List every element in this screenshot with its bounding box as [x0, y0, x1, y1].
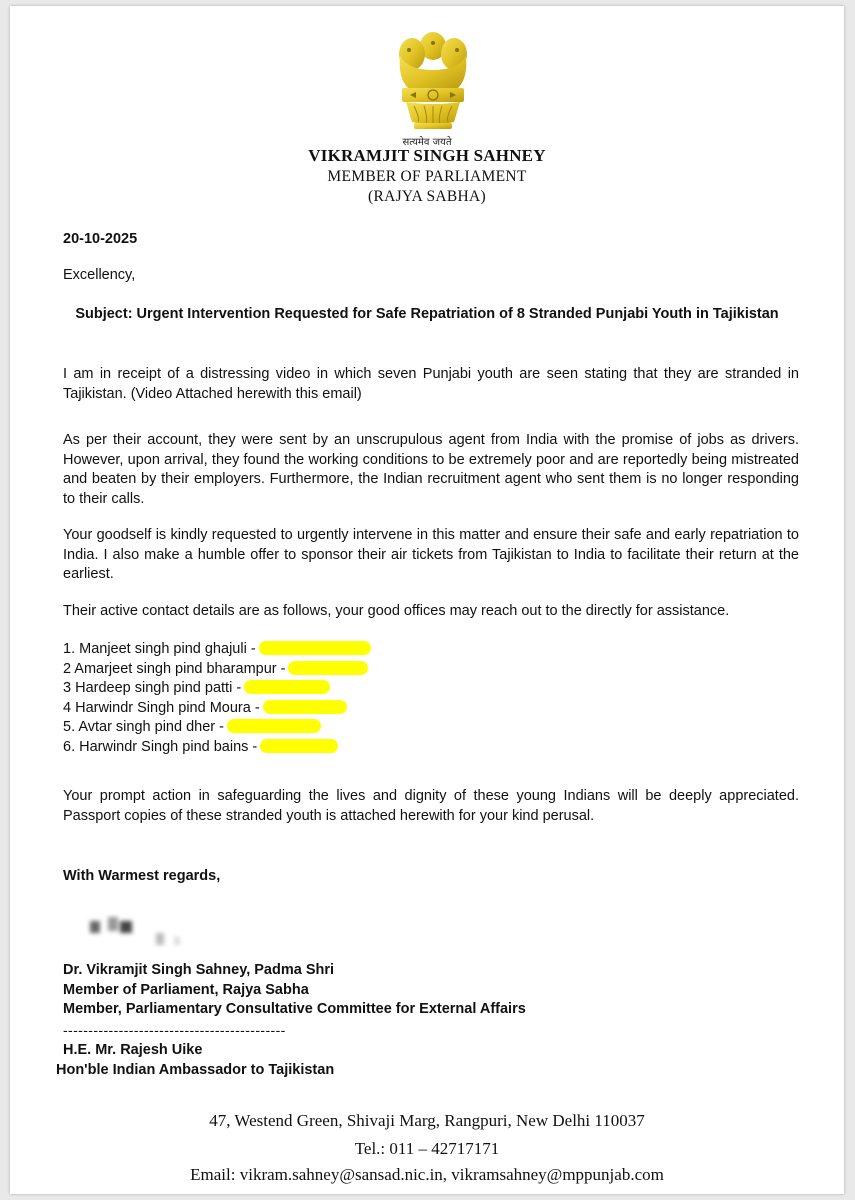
letter-page: [10, 6, 844, 1194]
contact-label: 3 Hardeep singh pind patti -: [63, 680, 242, 696]
separator-line: --------------------------------------------: [63, 1022, 286, 1038]
contact-label: 1. Manjeet singh pind ghajuli -: [63, 641, 256, 657]
list-item: [63, 738, 371, 758]
salutation: Excellency,: [63, 267, 136, 283]
body-paragraph-4: Their active contact details are as follows, your good offices may reach out to the directly for assistance.: [63, 603, 730, 619]
body-paragraph-2: As per their account, they were sent by an unscrupulous agent from India with the promise of jobs as drivers. However, upon arrival, they found the working conditions to be extremely poor and are reportedly being mistreated and beaten by their employers. Furthermore, the Indian recruitment agent who sent them is no longer responding to their calls.: [63, 432, 799, 507]
footer-telephone: Tel.: 011 – 42717171: [354, 1139, 500, 1158]
signatory-name: Dr. Vikramjit Singh Sahney, Padma Shri: [63, 962, 335, 978]
redaction-highlight: [244, 680, 330, 694]
contact-label: 6. Harwindr Singh pind bains -: [63, 738, 258, 755]
redaction-highlight: [227, 719, 321, 733]
body-paragraph-3: Your goodself is kindly requested to urgently intervene in this matter and ensure their safe and early repatriation to India. I also make a humble offer to sponsor their air tickets from Tajikistan to India to facilitate their return at the earliest.: [63, 527, 799, 582]
closing-regards: With Warmest regards,: [63, 868, 221, 884]
redaction-highlight: [260, 739, 338, 753]
body-paragraph-1: I am in receipt of a distressing video in which seven Punjabi youth are seen stating that they are stranded in Tajikistan. (Video Attached herewith this email): [63, 366, 799, 402]
signatory-role: Member of Parliament, Rajya Sabha: [63, 981, 309, 998]
closing-paragraph: Your prompt action in safeguarding the lives and dignity of these young Indians will be deeply appreciated. Passport copies of these stranded youth is attached herewith for your kind perusal.: [63, 788, 799, 824]
emblem-motto: सत्यमेव जयते: [402, 137, 452, 148]
subject-line: Subject: Urgent Intervention Requested for Safe Repatriation of 8 Stranded Punjabi Youth in Tajikistan: [75, 306, 779, 322]
blurred-signature: [86, 911, 186, 949]
letterhead-house: (RAJYA SABHA): [367, 188, 486, 205]
addressee-name: H.E. Mr. Rajesh Uike: [63, 1042, 203, 1058]
list-item: [63, 679, 371, 699]
footer-email: Email: vikram.sahney@sansad.nic.in, vikramsahney@mppunjab.com: [190, 1165, 664, 1184]
list-item: [63, 660, 371, 680]
letterhead-name: VIKRAMJIT SINGH SAHNEY: [308, 146, 546, 165]
contact-label: 2 Amarjeet singh pind bharampur -: [63, 660, 286, 677]
contact-list: [63, 640, 371, 757]
signatory-block: [63, 961, 526, 1020]
footer-address: 47, Westend Green, Shivaji Marg, Rangpuri, New Delhi 110037: [209, 1111, 645, 1130]
redaction-highlight: [263, 700, 347, 714]
redaction-highlight: [288, 661, 368, 675]
contact-label: 4 Harwindr Singh pind Moura -: [63, 699, 260, 716]
letterhead-designation: MEMBER OF PARLIAMENT: [327, 168, 527, 185]
redaction-highlight: [259, 641, 371, 655]
list-item: [63, 699, 371, 719]
list-item: [63, 718, 371, 738]
signatory-committee: Member, Parliamentary Consultative Committee for External Affairs: [63, 1001, 526, 1018]
list-item: [63, 640, 371, 660]
contact-label: 5. Avtar singh pind dher -: [63, 719, 224, 735]
national-emblem-icon: [388, 26, 478, 138]
letter-date: 20-10-2025: [63, 231, 138, 247]
addressee-title: Hon'ble Indian Ambassador to Tajikistan: [56, 1062, 335, 1078]
